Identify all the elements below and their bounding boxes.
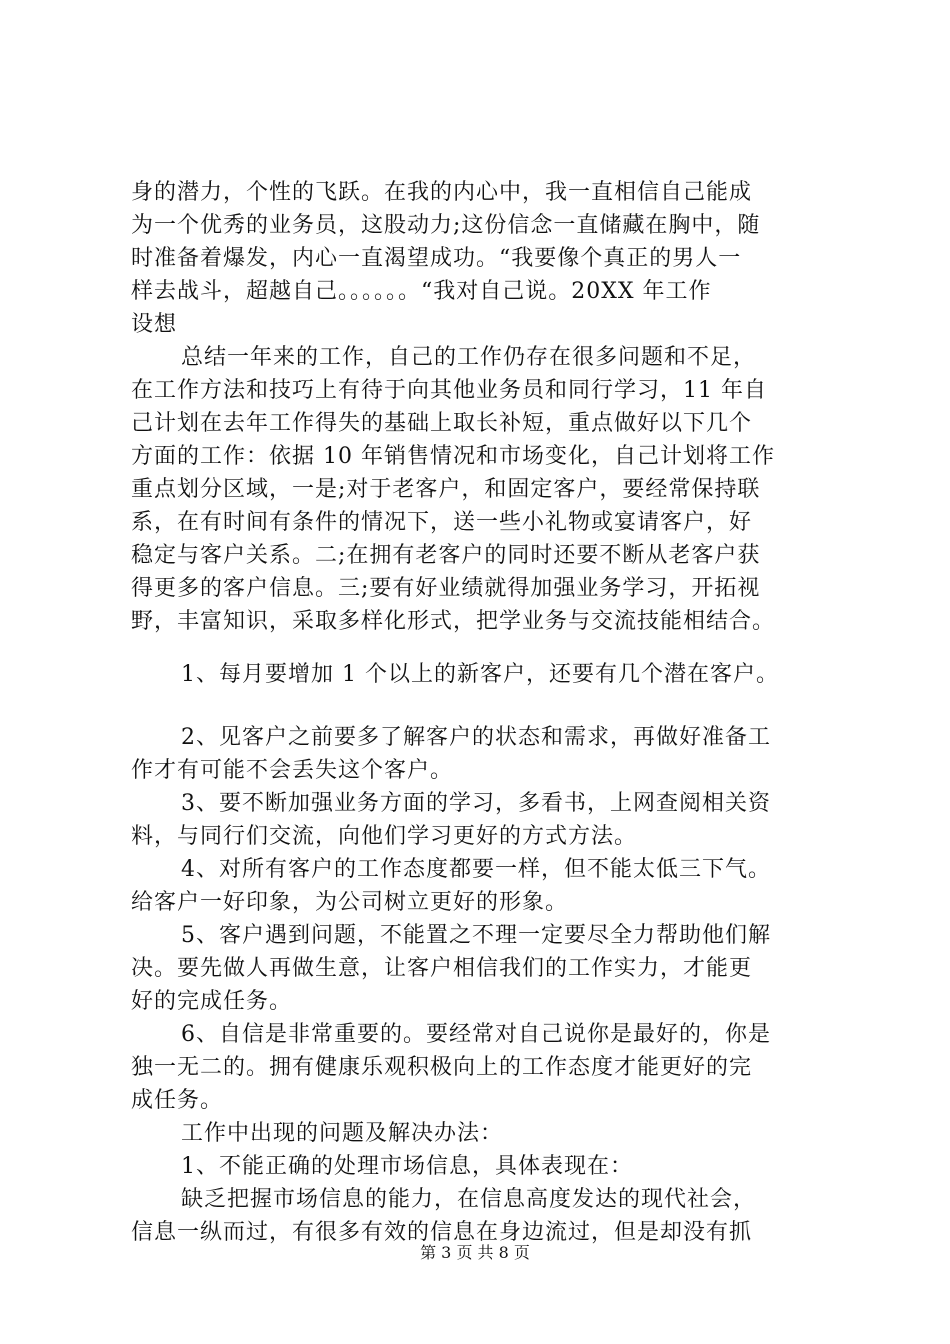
text-line: 在工作方法和技巧上有待于向其他业务员和同行学习，11 年自	[131, 378, 767, 403]
section-heading: 工作中出现的问题及解决办法：	[181, 1121, 504, 1146]
text-line: 得更多的客户信息。三;要有好业绩就得加强业务学习，开拓视	[131, 576, 761, 601]
list-item: 6、自信是非常重要的。要经常对自己说你是最好的，你是	[181, 1022, 771, 1047]
text-line: 信息一纵而过，有很多有效的信息在身边流过，但是却没有抓	[131, 1220, 753, 1245]
text-line: 设想	[131, 312, 178, 337]
list-item: 1、不能正确的处理市场信息，具体表现在：	[181, 1154, 633, 1179]
text-line: 身的潜力，个性的飞跃。在我的内心中，我一直相信自己能成	[131, 180, 753, 205]
text-line: 稳定与客户关系。二;在拥有老客户的同时还要不断从老客户获	[131, 543, 761, 568]
document-body	[131, 176, 851, 1249]
text-line: 作才有可能不会丢失这个客户。	[131, 758, 454, 783]
text-line: 决。要先做人再做生意，让客户相信我们的工作实力，才能更	[131, 956, 753, 981]
page-footer: 第 3 页 共 8 页	[420, 1243, 530, 1262]
text-line: 总结一年来的工作，自己的工作仍存在很多问题和不足，	[181, 345, 757, 370]
text-line: 重点划分区域，一是;对于老客户，和固定客户，要经常保持联	[131, 477, 761, 502]
list-item: 1、每月要增加 1 个以上的新客户，还要有几个潜在客户。	[181, 662, 779, 687]
text-line: 己计划在去年工作得失的基础上取长补短，重点做好以下几个	[131, 411, 753, 436]
text-line: 为一个优秀的业务员，这股动力;这份信念一直储藏在胸中，随	[131, 213, 761, 238]
text-line: 系，在有时间有条件的情况下，送一些小礼物或宴请客户，好	[131, 510, 753, 535]
text-line: 好的完成任务。	[131, 989, 293, 1014]
text-line: 野，丰富知识，采取多样化形式，把学业务与交流技能相结合。	[131, 609, 776, 634]
list-item: 4、对所有客户的工作态度都要一样，但不能太低三下气。	[181, 857, 771, 882]
text-line: 时准备着爆发，内心一直渴望成功。“我要像个真正的男人一	[131, 246, 742, 271]
text-line: 缺乏把握市场信息的能力，在信息高度发达的现代社会，	[181, 1187, 757, 1212]
text-line: 料，与同行们交流，向他们学习更好的方式方法。	[131, 824, 638, 849]
list-item: 3、要不断加强业务方面的学习，多看书，上网查阅相关资	[181, 791, 771, 816]
text-line: 样去战斗，超越自己。。。。。。“我对自己说。20XX 年工作	[131, 279, 712, 304]
text-line: 独一无二的。拥有健康乐观积极向上的工作态度才能更好的完	[131, 1055, 753, 1080]
list-item: 5、客户遇到问题，不能置之不理一定要尽全力帮助他们解	[181, 923, 771, 948]
list-item: 2、见客户之前要多了解客户的状态和需求，再做好准备工	[181, 725, 771, 750]
text-line: 方面的工作：依据 10 年销售情况和市场变化，自己计划将工作	[131, 444, 775, 469]
text-line: 给客户一好印象，为公司树立更好的形象。	[131, 890, 569, 915]
text-line: 成任务。	[131, 1088, 224, 1113]
